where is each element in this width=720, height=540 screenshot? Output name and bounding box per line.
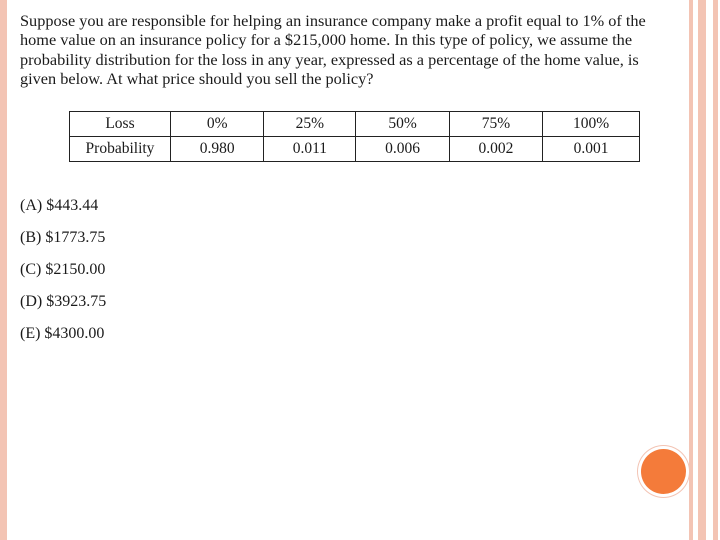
answer-choice-d: (D) $3923.75 — [20, 293, 107, 310]
table-cell: 0% — [171, 112, 264, 137]
question-text — [20, 11, 688, 88]
answer-choices — [20, 195, 106, 355]
answer-choice-a: (A) $443.44 — [20, 197, 99, 214]
table-cell: 50% — [356, 112, 449, 137]
table-header-cell: Loss — [70, 112, 171, 137]
slide-border-left — [0, 0, 7, 540]
table-cell: 0.980 — [171, 137, 264, 162]
answer-choice-c: (C) $2150.00 — [20, 261, 106, 278]
table-cell: 0.006 — [356, 137, 449, 162]
table-cell: 0.001 — [543, 137, 640, 162]
probability-table — [69, 111, 640, 162]
question-line: Suppose you are responsible for helping an insurance company make a profit equal to 1% of the — [20, 11, 646, 30]
answer-choice-b: (B) $1773.75 — [20, 229, 106, 246]
question-line: given below. At what price should you sell the policy? — [20, 68, 374, 88]
slide-border-right — [689, 0, 693, 540]
table-cell: 0.011 — [264, 137, 356, 162]
table-row-probability — [70, 137, 640, 162]
table-cell: 0.002 — [449, 137, 542, 162]
answer-choice-e: (E) $4300.00 — [20, 325, 105, 342]
question-line: home value on an insurance policy for a $215,000 home. In this type of policy, we assume the — [20, 30, 633, 50]
slide-border-right — [698, 0, 706, 540]
table-row-loss — [70, 112, 640, 137]
slide-border-right — [713, 0, 718, 540]
table-cell: 75% — [449, 112, 542, 137]
table-cell: 100% — [543, 112, 640, 137]
slide-accent-circle — [641, 449, 686, 494]
table-header-cell: Probability — [70, 137, 171, 162]
table-cell: 25% — [264, 112, 356, 137]
question-line: probability distribution for the loss in any year, expressed as a percentage of the home value, is — [20, 49, 639, 69]
